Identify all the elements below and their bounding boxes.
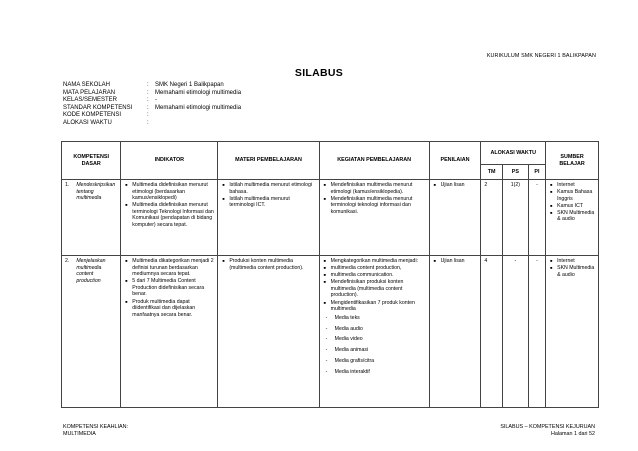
sumber-cell <box>546 180 599 256</box>
list-item: ■ Produk multimedia dapat diidentifikasi dan dijelaskan manfaatnya secara benar. <box>132 299 214 319</box>
list-item: ■ SKN Multimedia & audio <box>557 265 595 278</box>
header-ps: PS <box>502 165 528 180</box>
ps-cell: - <box>502 256 528 408</box>
list-item: ■ Multimedia dikategorikan menjadi 2 definisi turunan berdasarkan mediumnya secara tepat. <box>132 258 214 278</box>
list-item: - Media teks <box>335 315 426 322</box>
header-kd: KOMPETENSI DASAR <box>62 142 121 180</box>
meta-value: Memahami etimologi multimedia <box>155 89 242 96</box>
syllabus-meta <box>63 82 241 128</box>
meta-colon: : <box>147 89 149 96</box>
header-kegiatan: KEGIATAN PEMBELAJARAN <box>319 142 429 180</box>
list-item: - Media animasi <box>335 347 426 354</box>
list-item: ■ Mendefinisikan multimedia menurut terminologi teknologi informasi dan komunikasi. <box>331 196 426 216</box>
header-pi: PI <box>528 165 545 180</box>
syllabus-table <box>61 141 599 408</box>
meta-label: NAMA SEKOLAH <box>63 82 111 88</box>
list-item: ■ SKN Multimedia & audio <box>557 210 595 223</box>
list-item: - Media interaktif <box>335 369 426 376</box>
meta-label: MATA PELAJARAN <box>63 89 116 96</box>
meta-row-competency <box>63 105 241 113</box>
meta-row-subject <box>63 90 241 98</box>
tm-cell: 2 <box>481 180 503 256</box>
header-alokasi: ALOKASI WAKTU <box>481 142 546 165</box>
meta-label: KODE KOMPETENSI <box>63 112 122 119</box>
list-item: ■ multimedia content production, <box>331 265 426 272</box>
list-item: ■ Mengkategorikan multimedia menjadi: <box>331 258 426 265</box>
list-item: ■ Ujian lisan <box>441 182 478 189</box>
penilaian-cell <box>429 256 481 408</box>
meta-colon: : <box>147 112 149 119</box>
list-item: ■ Multimedia didefinisikan menurut etimologi (berdasarkan kamus/ensiklopedi) <box>132 182 214 202</box>
curriculum-header: KURIKULUM SMK NEGERI 1 BALIKPAPAN <box>486 53 596 59</box>
kd-cell: Mendeskripsikan tentang multimedia <box>73 180 120 256</box>
header-sumber: SUMBER BELAJAR <box>546 142 599 180</box>
footer-program-label: KOMPETENSI KEAHLIAN: <box>63 424 129 430</box>
kd-cell: Menjelaskan multimedia content production <box>73 256 120 408</box>
table-header-row <box>62 142 599 165</box>
meta-value: SMK Negeri 1 Balikpapan <box>155 82 224 88</box>
header-indikator: INDIKATOR <box>121 142 218 180</box>
header-penilaian: PENILAIAN <box>429 142 481 180</box>
list-item: ■ Mendefinisikan produksi konten multimedia (multimedia content production). <box>331 279 426 299</box>
list-item: - Media video <box>335 336 426 343</box>
header-tm: TM <box>481 165 503 180</box>
sumber-cell <box>546 256 599 408</box>
list-item: ■ Internet <box>557 258 595 265</box>
list-item: ■ Istilah multimedia menurut terminologi ICT. <box>229 196 315 209</box>
indikator-cell <box>121 180 218 256</box>
footer-program <box>63 424 128 438</box>
meta-colon: : <box>147 97 149 104</box>
list-item: ■ Mengidentifikasikan 7 produk konten multimedia <box>331 300 426 313</box>
kegiatan-cell <box>319 180 429 256</box>
meta-label: ALOKASI WAKTU <box>63 119 112 126</box>
meta-colon: : <box>147 119 149 126</box>
table-row <box>62 180 599 256</box>
meta-label: KELAS/SEMESTER <box>63 97 118 104</box>
meta-label: STANDAR KOMPETENSI <box>63 104 133 111</box>
meta-colon: : <box>147 82 149 88</box>
footer-page-number: Halaman 1 dari 52 <box>550 431 595 437</box>
footer-page-info <box>500 424 595 438</box>
list-item: ■ Kamus Bahasa Inggris <box>557 189 595 202</box>
header-materi: MATERI PEMBELAJARAN <box>218 142 319 180</box>
penilaian-cell <box>429 180 481 256</box>
meta-value: - <box>155 97 157 104</box>
meta-row-school <box>63 82 241 90</box>
list-item: ■ Internet <box>557 182 595 189</box>
meta-row-class <box>63 97 241 105</box>
meta-row-time <box>63 120 241 128</box>
pi-cell: - <box>528 256 545 408</box>
pi-cell: - <box>528 180 545 256</box>
list-item: ■ Ujian lisan <box>441 258 478 265</box>
list-item: - Media grafis/citra <box>335 358 426 365</box>
list-item: ■ Produksi konten multimedia (multimedia content production). <box>229 258 315 271</box>
materi-cell <box>218 256 319 408</box>
meta-value: Memahami etimologi multimedia <box>155 104 242 111</box>
row-number: 2. <box>62 256 74 408</box>
footer-doc-title: SILABUS – KOMPETENSI KEJURUAN <box>500 424 595 430</box>
list-item: ■ Multimedia didefinisikan menurut terminologi Teknologi Informasi dan Komunikasi (pendapatan di bidang komputer) secara tepat. <box>132 202 214 228</box>
page-title: SILABUS <box>294 67 344 79</box>
ps-cell: 1(2) <box>502 180 528 256</box>
indikator-cell <box>121 256 218 408</box>
materi-cell <box>218 180 319 256</box>
kegiatan-cell <box>319 256 429 408</box>
footer-program-value: MULTIMEDIA <box>63 431 96 437</box>
list-item: ■ Kamus ICT <box>557 203 595 210</box>
row-number: 1. <box>62 180 74 256</box>
list-item: ■ Mendefinisikan multimedia menurut etimologi (kamus/ensiklopedia). <box>331 182 426 195</box>
list-item: ■ multimedia communication. <box>331 272 426 279</box>
table-row <box>62 256 599 408</box>
tm-cell: 4 <box>481 256 503 408</box>
meta-row-code <box>63 112 241 120</box>
list-item: - Media audio <box>335 326 426 333</box>
meta-colon: : <box>147 104 149 111</box>
list-item: ■ Istilah multimedia menurut etimologi bahasa. <box>229 182 315 195</box>
list-item: ■ 5 dari 7 Multimedia Content Production didefinisikan secara benar. <box>132 278 214 298</box>
